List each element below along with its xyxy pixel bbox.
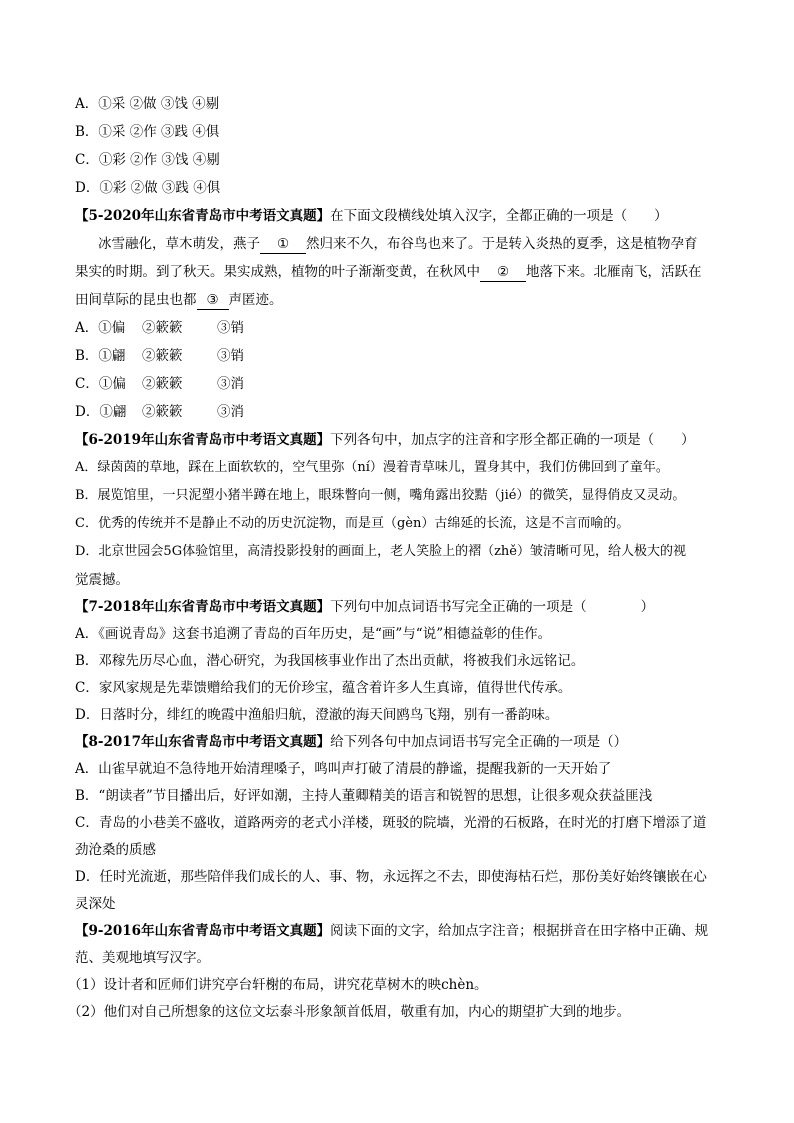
q5-option-d: D．①翩 ②簌簌 ③消 bbox=[75, 404, 244, 420]
q7-option-a: A．《画说青岛》这套书追溯了青岛的百年历史，是“画”与“说”相德益彰的佳作。 bbox=[75, 626, 552, 642]
q8-stem: 给下列各句中加点词语书写完全正确的一项是（） bbox=[330, 734, 628, 750]
q4-option-d: D．①彩 ②做 ③践 ④俱 bbox=[75, 180, 221, 196]
q5-passage-line-1: 冰雪融化，草木萌发，燕子 ① 然归来不久，布谷鸟也来了。于是转入炎热的夏季，这是植物孕育 bbox=[98, 236, 698, 252]
q5-option-c: C．①偏 ②簌簌 ③消 bbox=[75, 376, 244, 392]
q5-heading bbox=[75, 206, 734, 226]
q4-option-b: B．①采 ②作 ③践 ④俱 bbox=[75, 124, 220, 140]
q4-option-a: A．①采 ②做 ③饯 ④剔 bbox=[75, 96, 220, 112]
q8-option-b: B．“朗读者”节目播出后，好评如潮，主持人董卿精美的语言和锐智的思想，让很多观众获益匪浅 bbox=[75, 788, 653, 804]
q8-source-tag: 【8-2017年山东省青岛市中考语文真题】 bbox=[75, 734, 331, 750]
q6-option-b: B．展览馆里，一只泥塑小猪半蹲在地上，眼珠瞥向一侧，嘴角露出狡黠（jié）的微笑，显得俏皮又灵动。 bbox=[75, 488, 686, 503]
q7-option-b: B．邓稼先历尽心血，潜心研究，为我国核事业作出了杰出贡献，将被我们永远铭记。 bbox=[75, 653, 585, 669]
q5-option-b: B．①翩 ②簌簌 ③销 bbox=[75, 348, 244, 364]
q9-heading bbox=[75, 921, 734, 941]
q8-option-a: A．山雀早就迫不急待地开始清理嗓子，鸣叫声打破了清晨的静谧，提醒我新的一天开始了 bbox=[75, 761, 612, 777]
q8-heading bbox=[75, 732, 734, 752]
q4-option-c: C．①彩 ②作 ③饯 ④剔 bbox=[75, 152, 220, 168]
q6-stem: 下列各句中，加点字的注音和字形全都正确的一项是（ ） bbox=[330, 432, 695, 448]
q5-option-a: A．①偏 ②簌簌 ③销 bbox=[75, 320, 244, 336]
q5-blank-1: ① bbox=[260, 236, 306, 254]
q8-option-d-line-1: D．任时光流逝，那些陪伴我们成长的人、事、物，永远挥之不去，即使海枯石烂，那份美好始终镶嵌在心 bbox=[75, 869, 707, 885]
q6-source-tag: 【6-2019年山东省青岛市中考语文真题】 bbox=[75, 432, 331, 448]
q6-option-d-line-1: D．北京世园会5G体验馆里，高清投影投射的画面上，老人笑脸上的褶（zhě）皱清晰可见，给人极大的视 bbox=[75, 544, 686, 559]
q5-blank-2: ② bbox=[480, 264, 526, 282]
q9-source-tag: 【9-2016年山东省青岛市中考语文真题】 bbox=[75, 923, 331, 939]
q9-sentence-2: （2）他们对自己所想象的这位文坛泰斗形象颔首低眉，敬重有加，内心的期望扩大到的地步。 bbox=[68, 1004, 631, 1020]
q9-sentence-1: （1）设计者和匠师们讲究亭台轩榭的布局，讲究花草树木的映chèn。 bbox=[68, 977, 488, 993]
q7-stem: 下列句中加点词语书写完全正确的一项是（ ） bbox=[330, 599, 655, 615]
q7-heading bbox=[75, 597, 734, 617]
q5-blank-3: ③ bbox=[197, 292, 229, 310]
q6-heading bbox=[75, 430, 734, 450]
q9-stem-line-1: 阅读下面的文字，给加点字注音；根据拼音在田字格中正确、规 bbox=[330, 923, 709, 939]
q8-option-c-line-1: C．青岛的小巷美不盛收，道路两旁的老式小洋楼，斑驳的院墙，光滑的石板路，在时光的打磨下增添了道 bbox=[75, 815, 707, 831]
q6-option-d-line-2: 觉震撼。 bbox=[75, 572, 129, 588]
q5-passage-line-3: 田间草际的昆虫也都 ③ 声匿迹。 bbox=[75, 292, 283, 308]
q7-option-c: C．家风家规是先辈馈赠给我们的无价珍宝，蕴含着许多人生真谛，值得世代传承。 bbox=[75, 680, 572, 696]
q5-source-tag: 【5-2020年山东省青岛市中考语文真题】 bbox=[75, 208, 331, 224]
q6-option-c: C．优秀的传统并不是静止不动的历史沉淀物，而是亘（gèn）古绵延的长流，这是不言而喻的。 bbox=[75, 516, 630, 531]
q8-option-d-line-2: 灵深处 bbox=[75, 896, 116, 912]
q6-option-a: A．绿茵茵的草地，踩在上面软软的，空气里弥（ní）漫着青草味儿，置身其中，我们仿佛回到了童年。 bbox=[75, 460, 669, 475]
q7-source-tag: 【7-2018年山东省青岛市中考语文真题】 bbox=[75, 599, 331, 615]
q5-passage-line-2: 果实的时期。到了秋天。果实成熟，植物的叶子渐渐变黄，在秋风中 ② 地落下来。北雁南飞，活跃在 bbox=[75, 264, 702, 280]
q9-stem-line-2: 范、美观地填写汉字。 bbox=[75, 950, 210, 966]
q5-stem: 在下面文段横线处填入汉字，全都正确的一项是（ ） bbox=[330, 208, 668, 224]
q7-option-d: D．日落时分，绯红的晚霞中渔船归航，澄澈的海天间鸥鸟飞翔，别有一番韵味。 bbox=[75, 707, 559, 723]
q8-option-c-line-2: 劲沧桑的质感 bbox=[75, 842, 156, 858]
